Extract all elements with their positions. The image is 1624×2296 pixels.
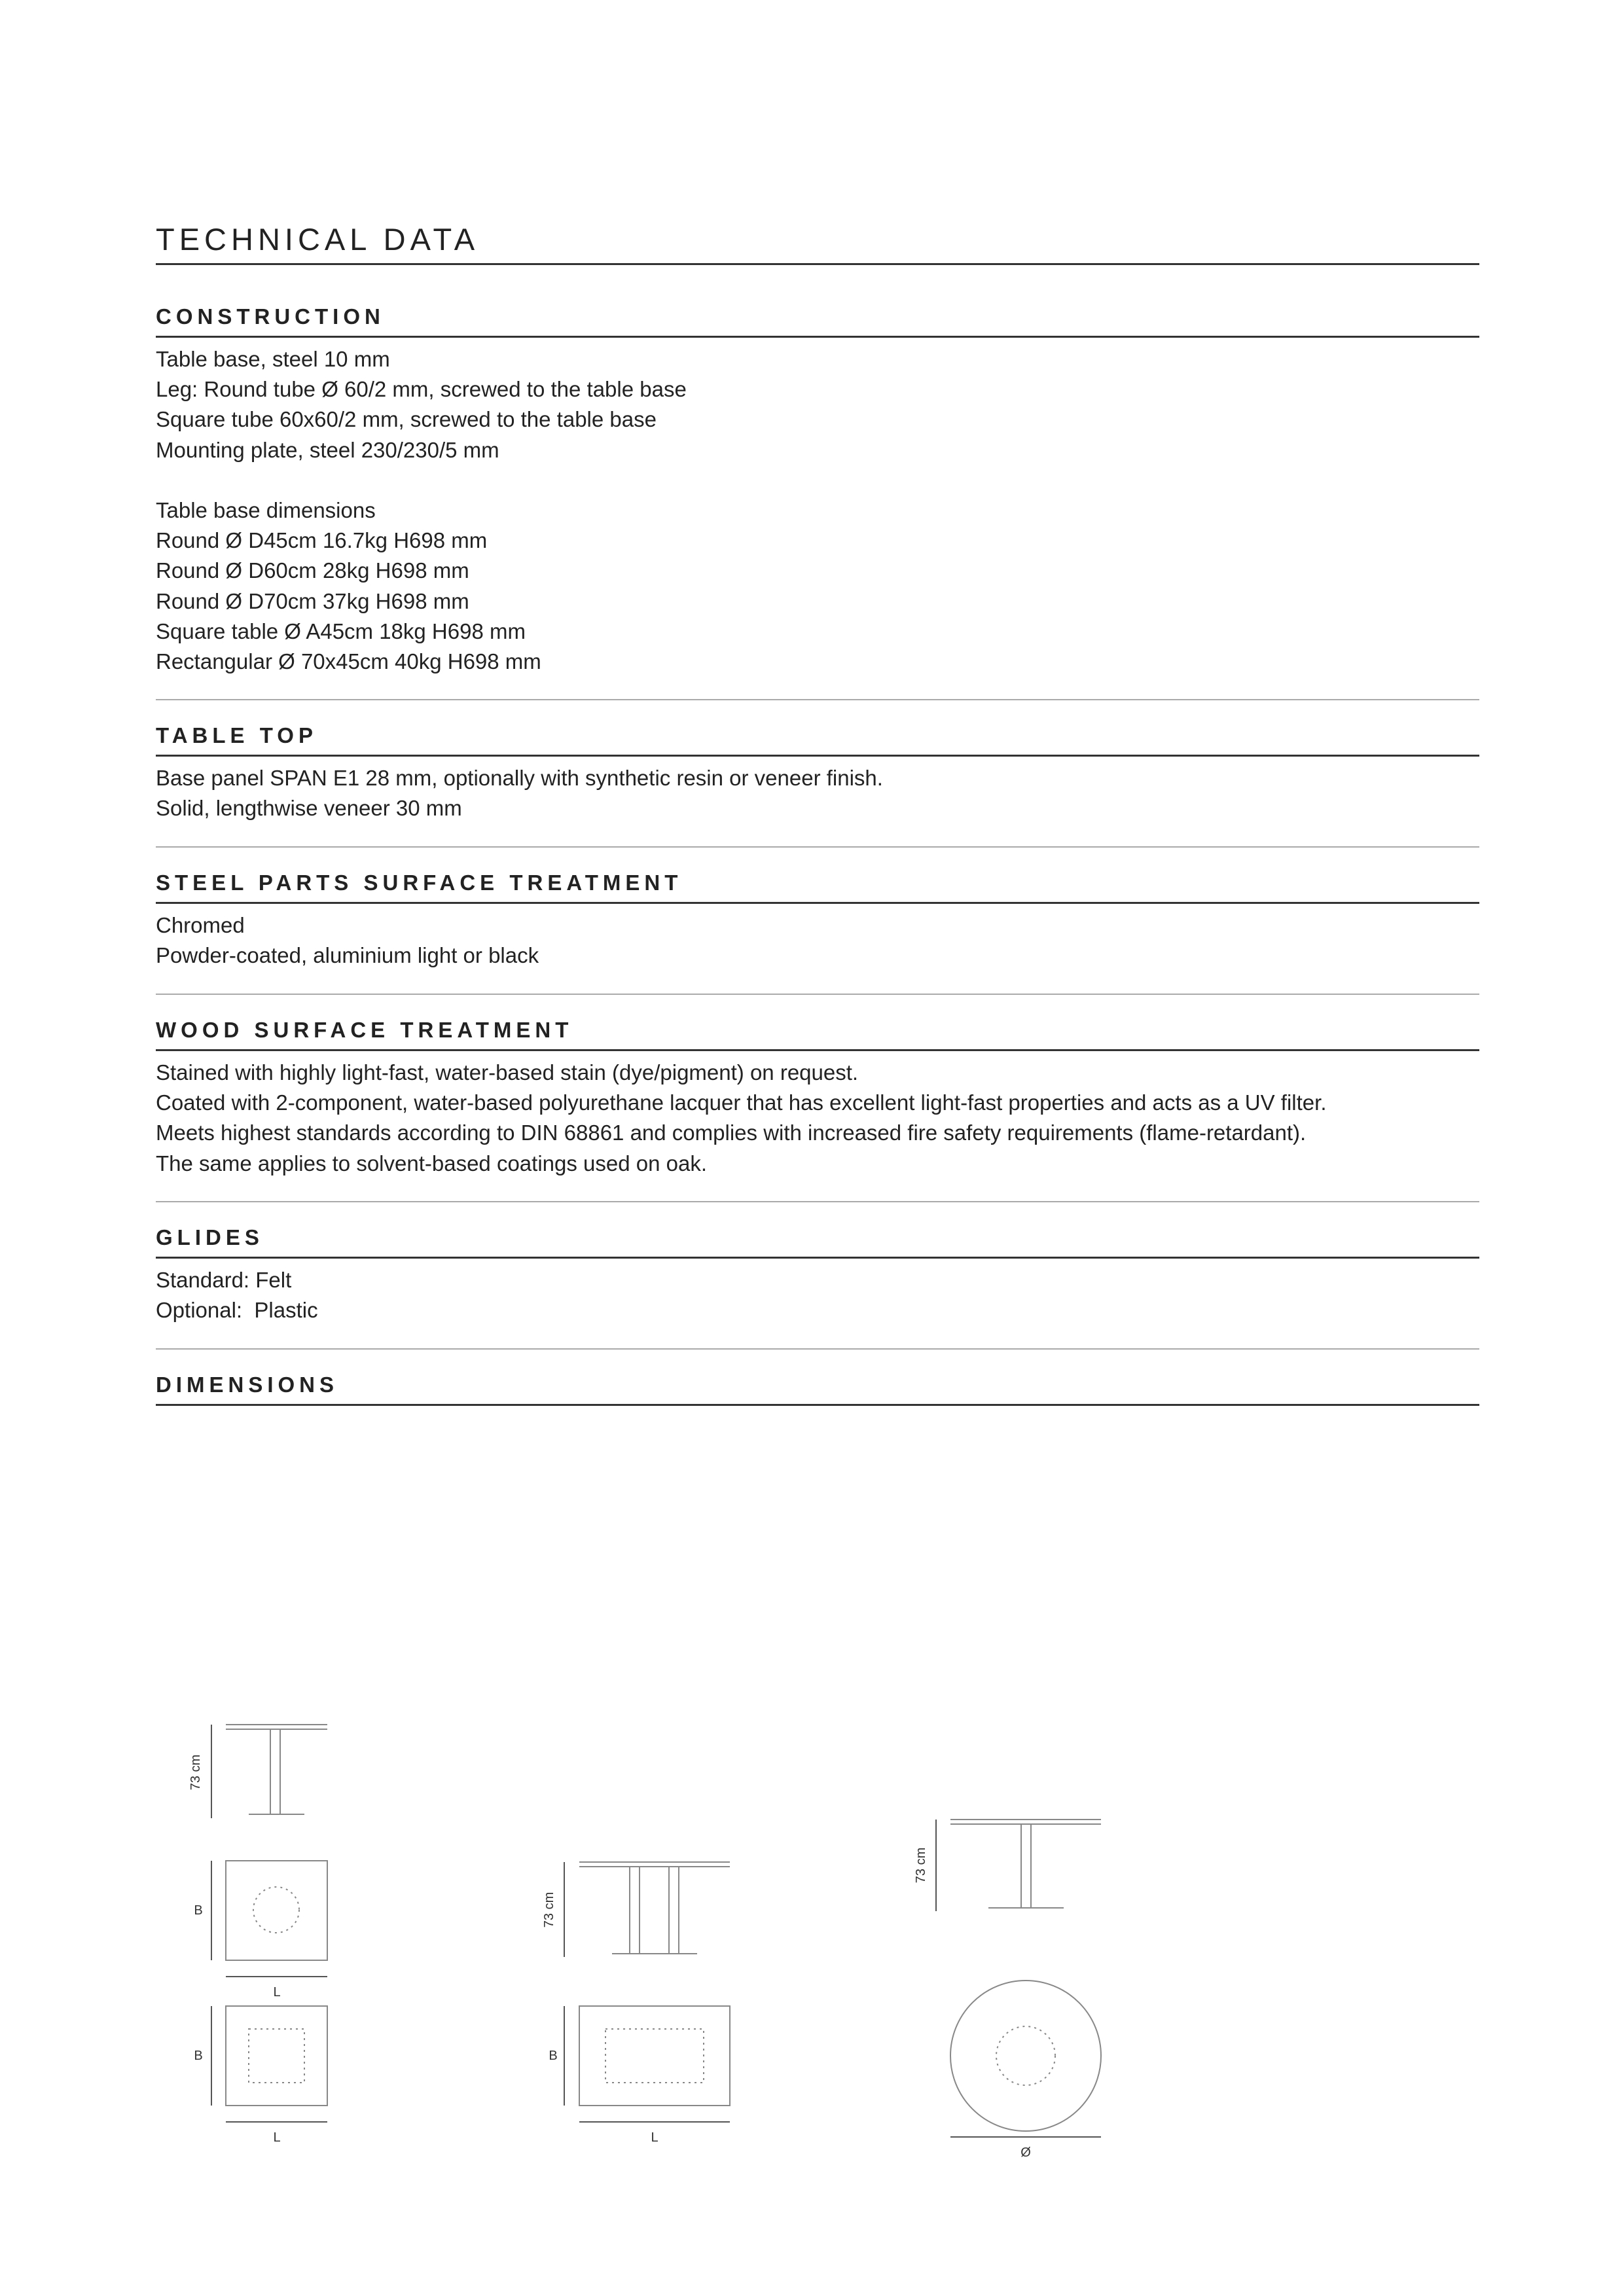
section-heading: CONSTRUCTION [156, 298, 1479, 338]
drawing-round-plan-view [950, 1981, 1101, 2137]
text-line: Square tube 60x60/2 mm, screwed to the table base [156, 407, 657, 432]
height-label: 73 cm [542, 1892, 556, 1928]
drawing-square-side-view [211, 1725, 327, 1818]
width-label: B [549, 2049, 558, 2063]
length-label: L [273, 1985, 281, 2000]
text-line: Meets highest standards according to DIN 68861 and complies with increased fire safety requirements (flame-retardant). [156, 1121, 1307, 1145]
section-body [156, 904, 1479, 971]
section-separator [156, 846, 1479, 848]
text-line: Coated with 2-component, water-based polyurethane lacquer that has excellent light-fast properties and acts as a UV filter. [156, 1090, 1327, 1115]
width-label: B [194, 1903, 203, 1918]
section-heading: GLIDES [156, 1219, 1479, 1259]
text-line: Leg: Round tube Ø 60/2 mm, screwed to the table base [156, 377, 687, 402]
text-line: Table base, steel 10 mm [156, 347, 390, 371]
text-line: Mounting plate, steel 230/230/5 mm [156, 437, 499, 462]
text-line: Round Ø D70cm 37kg H698 mm [156, 588, 469, 613]
text-line: Optional: Plastic [156, 1298, 318, 1323]
width-label: B [194, 2049, 203, 2063]
drawings-svg [0, 1702, 1624, 2160]
length-label: L [651, 2130, 659, 2145]
title-rule [156, 263, 1479, 265]
page-title: TECHNICAL DATA [156, 222, 480, 257]
section-body [156, 1259, 1479, 1325]
text-line: Solid, lengthwise veneer 30 mm [156, 796, 462, 821]
section-body [156, 338, 1479, 677]
section-separator [156, 994, 1479, 995]
text-line: Rectangular Ø 70x45cm 40kg H698 mm [156, 649, 541, 673]
section-separator [156, 1348, 1479, 1350]
section-heading: WOOD SURFACE TREATMENT [156, 1011, 1479, 1051]
section-separator [156, 1201, 1479, 1202]
diameter-label: Ø [1020, 2145, 1031, 2160]
text-line: Base panel SPAN E1 28 mm, optionally with synthetic resin or veneer finish. [156, 766, 883, 790]
text-line: Round Ø D45cm 16.7kg H698 mm [156, 528, 488, 553]
text-line: Powder-coated, aluminium light or black [156, 943, 539, 968]
section-table-top [156, 717, 1479, 823]
technical-drawings [0, 1702, 1624, 2160]
text-line: Stained with highly light-fast, water-based stain (dye/pigment) on request. [156, 1060, 859, 1085]
section-body [156, 757, 1479, 823]
drawing-rectangular-plan-view [564, 2006, 730, 2122]
height-label: 73 cm [189, 1754, 203, 1791]
text-line: Table base dimensions [156, 497, 376, 522]
drawing-square-plan-view [211, 2006, 327, 2122]
section-construction [156, 298, 1479, 677]
text-line: Round Ø D60cm 28kg H698 mm [156, 558, 469, 583]
length-label: L [273, 2130, 281, 2145]
text-line: Standard: Felt [156, 1268, 292, 1292]
drawing-square-top-view [211, 1861, 327, 1977]
text-line: Square table Ø A45cm 18kg H698 mm [156, 619, 526, 643]
drawing-rectangular-side-view [564, 1862, 730, 1957]
section-heading: STEEL PARTS SURFACE TREATMENT [156, 864, 1479, 904]
section-heading: TABLE TOP [156, 717, 1479, 757]
text-line: Chromed [156, 913, 245, 937]
section-body [156, 1051, 1479, 1179]
section-steel-treatment [156, 864, 1479, 971]
section-wood-treatment [156, 1011, 1479, 1179]
text-line: The same applies to solvent-based coatings used on oak. [156, 1151, 708, 1175]
section-separator [156, 699, 1479, 700]
paragraph-gap [156, 465, 1479, 495]
drawing-round-side-view [936, 1820, 1101, 1911]
section-dimensions [156, 1366, 1479, 1406]
height-label: 73 cm [914, 1847, 928, 1884]
section-heading: DIMENSIONS [156, 1366, 1479, 1406]
section-glides [156, 1219, 1479, 1325]
